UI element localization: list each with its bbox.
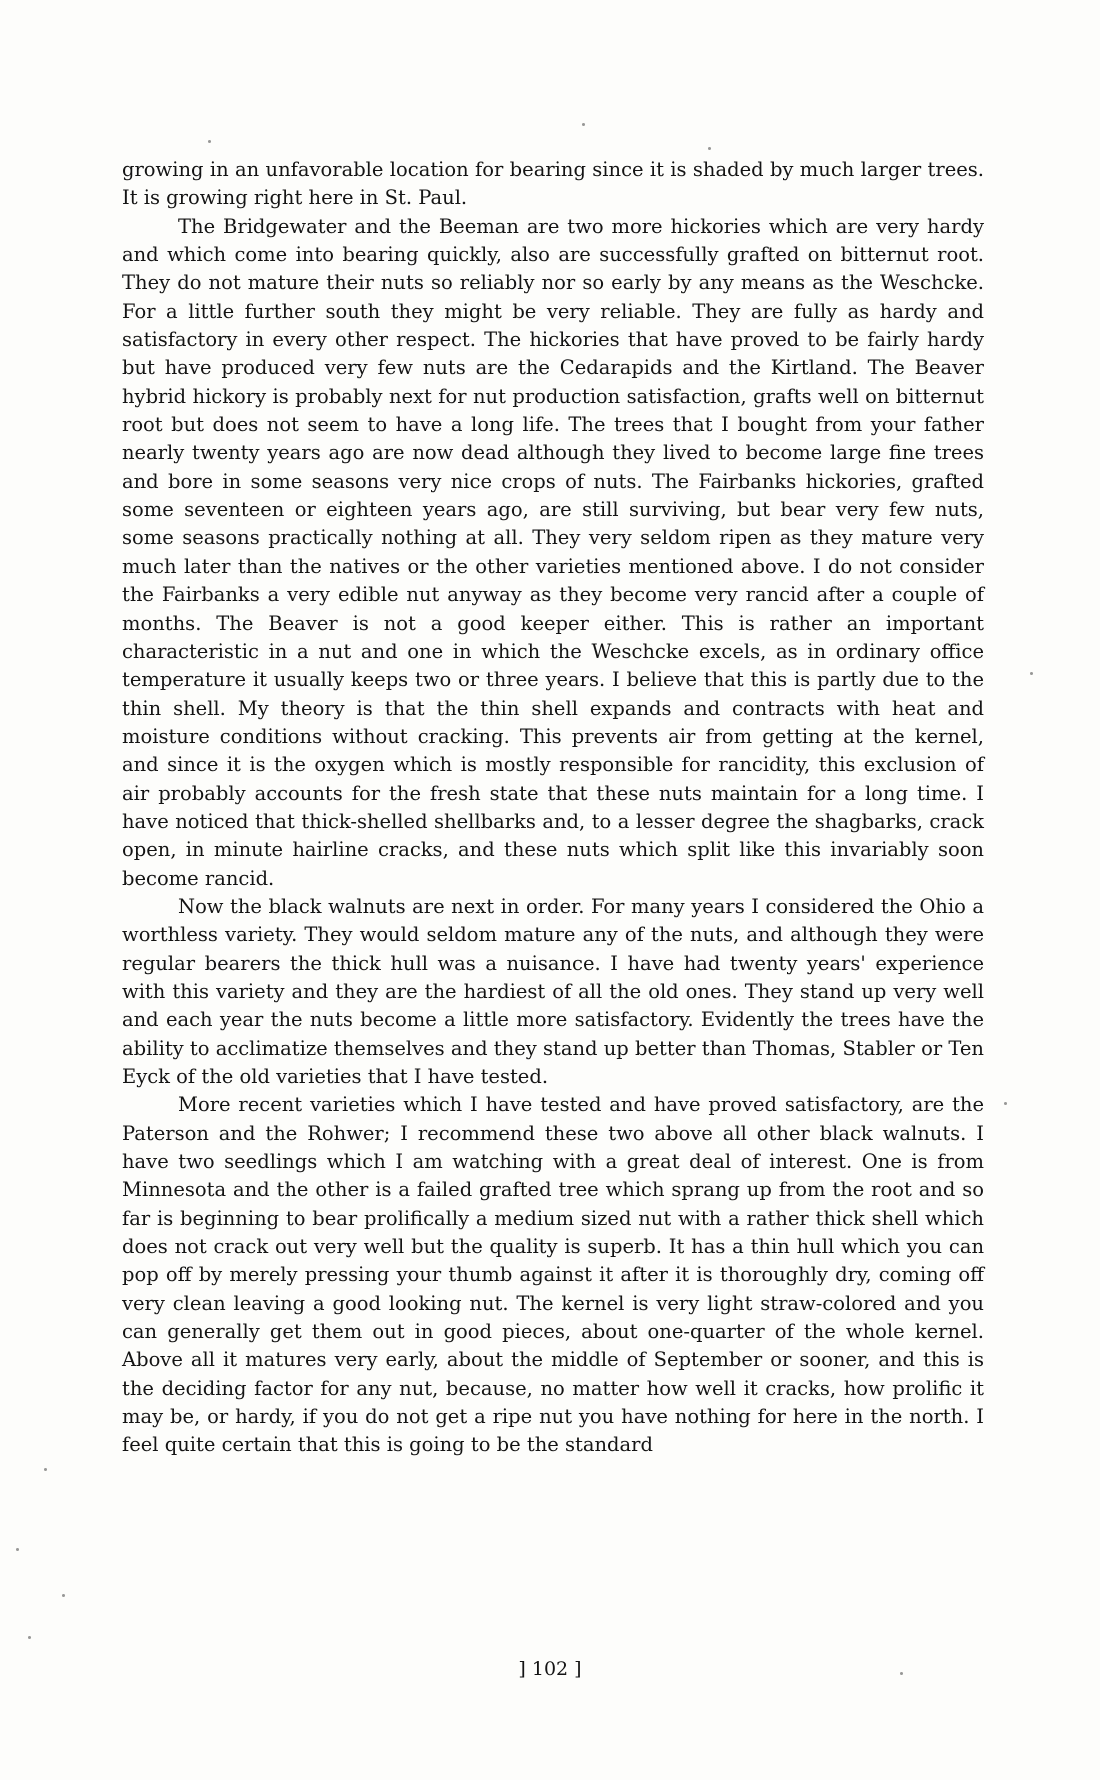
scan-speck [582,123,585,126]
scan-speck [44,1468,47,1471]
paragraph-3: Now the black walnuts are next in order. For many years I considered the Ohio a worthless variety. They would seldom mature any of the nuts, and although they were regular bearers the thick hull was a nuisance. I have had twenty years' experience with this variety and they are the hardiest of all the old ones. They stand up very well and each year the nuts become a little more satisfactory. Evidently the trees have the ability to acclimatize themselves and they stand up better than Thomas, Stabler or Ten Eyck of the old varieties that I have tested. [122,894,984,1088]
scan-speck [208,140,211,143]
scan-speck [900,1672,903,1675]
body-text [122,156,984,1460]
scan-speck [1030,672,1033,675]
scan-speck [16,1548,19,1551]
paragraph-1: growing in an unfavorable location for bearing since it is shaded by much larger trees. It is growing right here in St. Paul. [122,158,984,210]
scan-speck [1004,1102,1007,1105]
scan-speck [708,147,711,150]
paragraph-2: The Bridgewater and the Beeman are two more hickories which are very hardy and which come into bearing quickly, also are successfully grafted on bitternut root. They do not mature their nuts so reliably nor so early by any means as the Weschcke. For a little further south they might be very reliable. They are fully as hardy and satisfactory in every other respect. The hickories that have proved to be fairly hardy but have produced very few nuts are the Cedarapids and the Kirtland. The Beaver hybrid hickory is probably next for nut production satisfaction, grafts well on bitternut root but does not seem to have a long life. The trees that I bought from your father nearly twenty years ago are now dead although they lived to become large fine trees and bore in some seasons very nice crops of nuts. The Fairbanks hickories, grafted some seventeen or eighteen years ago, are still surviving, but bear very few nuts, some seasons practically nothing at all. They very seldom ripen as they mature very much later than the natives or the other varieties mentioned above. I do not consider the Fairbanks a very edible nut anyway as they become very rancid after a couple of months. The Beaver is not a good keeper either. This is rather an important characteristic in a nut and one in which the Weschcke excels, as in ordinary office temperature it usually keeps two or three years. I believe that this is partly due to the thin shell. My theory is that the thin shell expands and contracts with heat and moisture conditions without cracking. This prevents air from getting at the kernel, and since it is the oxygen which is mostly responsible for rancidity, this exclusion of air probably accounts for the fresh state that these nuts maintain for a long time. I have noticed that thick-shelled shellbarks and, to a lesser degree the shagbarks, crack open, in minute hairline cracks, and these nuts which split like this invariably soon become rancid. [122,214,984,890]
page-number: ] 102 ] [518,1658,582,1680]
scan-speck [28,1636,31,1639]
paragraph-4: More recent varieties which I have tested and have proved satisfactory, are the Paterson and the Rohwer; I recommend these two above all other black walnuts. I have two seedlings which I am watching with a great deal of interest. One is from Minnesota and the other is a failed grafted tree which sprang up from the root and so far is beginning to bear prolifically a medium sized nut with a rather thick shell which does not crack out very well but the quality is superb. It has a thin hull which you can pop off by merely pressing your thumb against it after it is thoroughly dry, coming off very clean leaving a good looking nut. The kernel is very light straw-colored and you can generally get them out in good pieces, about one-quarter of the whole kernel. Above all it matures very early, about the middle of September or sooner, and this is the deciding factor for any nut, because, no matter how well it cracks, how prolific it may be, or hardy, if you do not get a ripe nut you have nothing for here in the north. I feel quite certain that this is going to be the standard [122,1093,984,1457]
scan-speck [62,1594,65,1597]
